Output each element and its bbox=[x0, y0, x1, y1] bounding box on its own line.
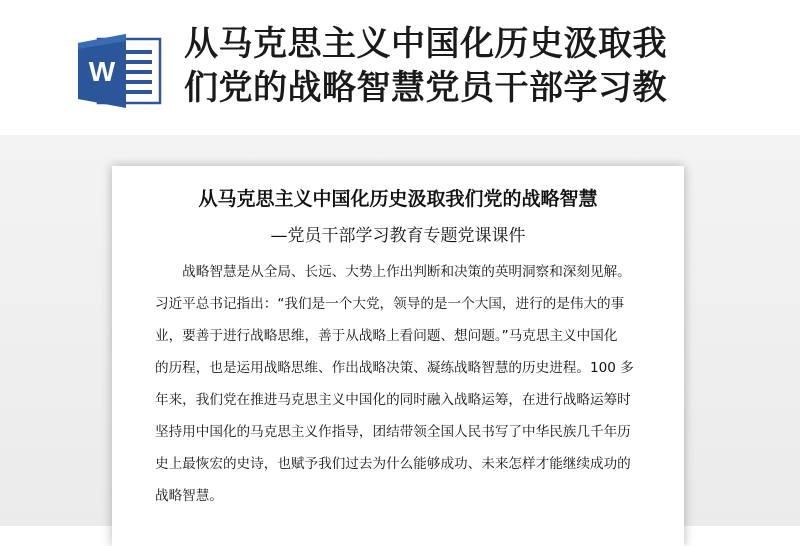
document-subtitle: —党员干部学习教育专题党课课件 bbox=[270, 226, 526, 246]
body-line: 业，要善于进行战略思维，善于从战略上看问题、想问题。”马克思主义中国化 bbox=[155, 328, 618, 344]
body-line: 年来，我们党在推进马克思主义中国化的同时融入战略运筹，在进行战略运筹时 bbox=[155, 392, 631, 408]
body-line: 战略智慧是从全局、长远、大势上作出判断和决策的英明洞察和深刻见解。 bbox=[155, 264, 631, 280]
word-logo-letter: W bbox=[88, 56, 116, 87]
body-line: 战略智慧。 bbox=[155, 488, 223, 504]
body-line: 的历程，也是运用战略思维、作出战略决策、凝练战略智慧的历史进程。100 多 bbox=[155, 360, 634, 376]
cover-banner bbox=[0, 0, 800, 135]
body-line: 习近平总书记指出：“我们是一个大党，领导的是一个大国，进行的是伟大的事 bbox=[155, 296, 625, 312]
body-line: 坚持用中国化的马克思主义作指导，团结带领全国人民书写了中华民族几千年历 bbox=[155, 424, 631, 440]
body-line: 史上最恢宏的史诗，也赋予我们过去为什么能够成功、未来怎样才能继续成功的 bbox=[155, 456, 631, 472]
document-page bbox=[112, 166, 684, 546]
banner-title-line: 从马克思主义中国化历史汲取我 bbox=[184, 24, 667, 64]
document-body bbox=[155, 256, 655, 512]
banner-title-line: 们党的战略智慧党员干部学习教 bbox=[184, 68, 667, 108]
word-document-icon bbox=[76, 33, 164, 109]
document-title: 从马克思主义中国化历史汲取我们党的战略智慧 bbox=[198, 188, 598, 210]
banner-title bbox=[184, 22, 784, 110]
